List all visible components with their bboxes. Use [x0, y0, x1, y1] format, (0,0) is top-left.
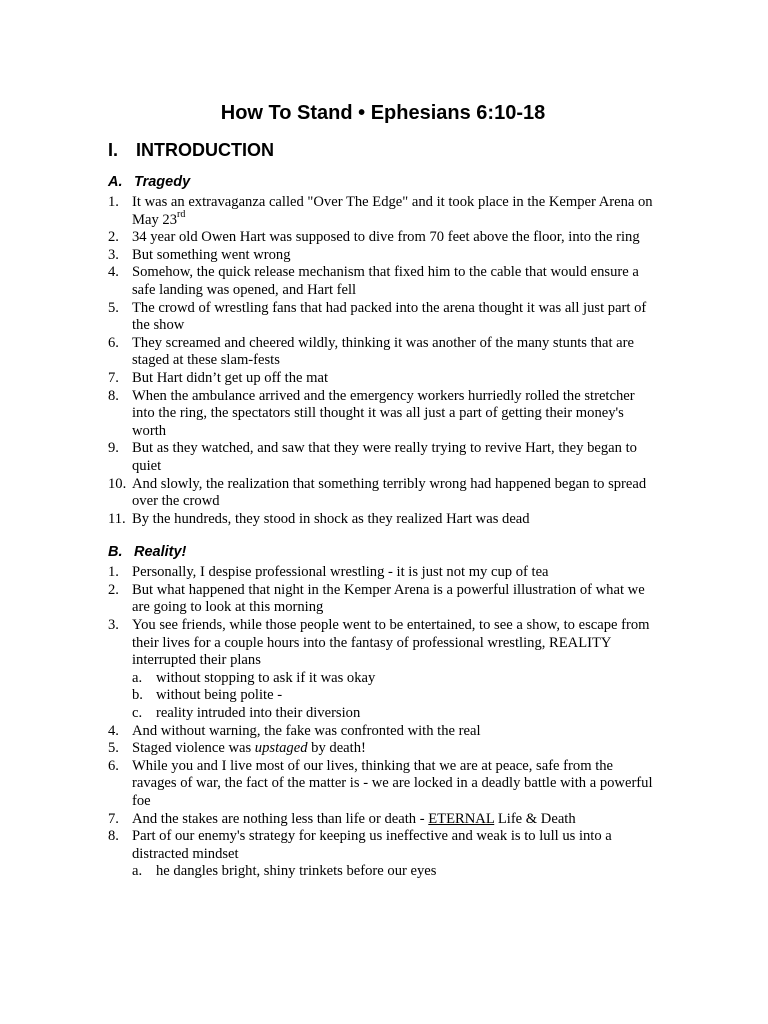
subheading-tragedy [108, 172, 658, 192]
sub-list [132, 863, 658, 881]
list-item [108, 564, 658, 582]
item-number: 1. [108, 564, 119, 581]
item-number: 1. [108, 194, 119, 210]
list-item [108, 723, 658, 741]
sub-list [132, 670, 658, 723]
list-item [108, 811, 658, 829]
item-text-after: by death! [307, 740, 366, 757]
list-item [108, 476, 658, 511]
item-text: 34 year old Owen Hart was supposed to dive from 70 feet above the floor, into the ring [132, 229, 640, 246]
item-text: And without warning, the fake was confronted with the real [132, 722, 481, 739]
item-text: But something went wrong [132, 246, 291, 263]
underlined-word: ETERNAL [428, 810, 495, 827]
document-title: How To Stand • Ephesians 6:10-18 [220, 102, 546, 124]
item-number: 7. [108, 810, 119, 827]
item-number: 9. [108, 440, 119, 457]
sub-list-item [132, 670, 658, 688]
item-number: 8. [108, 828, 119, 845]
section-heading-introduction [108, 138, 658, 162]
sub-list-item [132, 705, 658, 723]
item-number: 11. [108, 510, 126, 527]
section-label: INTRODUCTION [136, 140, 274, 160]
tragedy-list [108, 194, 658, 528]
item-text [132, 811, 658, 829]
sub-item-text: he dangles bright, shiny trinkets before our eyes [156, 863, 437, 880]
list-item [108, 300, 658, 335]
list-item [108, 740, 658, 758]
sub-list-item [132, 687, 658, 705]
item-text [132, 740, 658, 758]
list-item [108, 828, 658, 881]
sub-item-letter: b. [132, 687, 143, 704]
subheading-label: Tragedy [134, 174, 191, 190]
item-number: 3. [108, 246, 119, 263]
item-text: And slowly, the realization that something terribly wrong had happened began to spread over the crowd [132, 475, 647, 510]
list-item [108, 247, 658, 265]
item-text-after: Life & Death [494, 810, 576, 827]
sub-list-item [132, 863, 658, 881]
list-item [108, 335, 658, 370]
item-number: 5. [108, 299, 119, 316]
section-number: I. [108, 140, 119, 160]
item-number: 4. [108, 722, 119, 739]
item-number: 4. [108, 264, 119, 281]
item-text: But as they watched, and saw that they were really trying to revive Hart, they began to quiet [132, 440, 637, 474]
item-text: Personally, I despise professional wrestling - it is just not my cup of tea [132, 564, 549, 581]
item-text: You see friends, while those people went to be entertained, to see a show, to escape from their lives for a couple hours into the fantasy of professional wrestling, REALITY interrupted their plans [132, 617, 650, 669]
item-body [132, 828, 658, 881]
item-number: 8. [108, 387, 119, 404]
subheading-reality [108, 542, 658, 562]
list-item [108, 758, 658, 811]
subheading-letter: A. [108, 174, 123, 190]
list-item [108, 388, 658, 441]
item-text [132, 194, 658, 229]
sub-item-letter: c. [132, 705, 143, 722]
sub-item-text: reality intruded into their diversion [156, 705, 361, 722]
sub-item-letter: a. [132, 669, 143, 686]
item-number: 6. [108, 757, 119, 774]
item-number: 10. [108, 475, 127, 492]
item-number: 7. [108, 369, 119, 386]
list-item [108, 617, 658, 723]
item-text-before: Staged violence was [132, 740, 255, 757]
sub-item-letter: a. [132, 863, 143, 880]
item-text: While you and I live most of our lives, thinking that we are at peace, safe from the ravages of war, the fact of the matter is - we are locked in a deadly battle with a powerful foe [132, 757, 653, 809]
list-item [108, 229, 658, 247]
item-number: 2. [108, 581, 119, 598]
list-item [108, 440, 658, 475]
emphasized-word: upstaged [254, 740, 308, 757]
list-item [108, 582, 658, 617]
item-text-main: It was an extravaganza called "Over The Edge" and it took place in the Kemper Arena on May 23 [132, 194, 653, 228]
subheading-label: Reality! [134, 544, 187, 561]
sub-item-text: without stopping to ask if it was okay [156, 669, 376, 686]
item-text: But what happened that night in the Kemper Arena is a powerful illustration of what we are going to look at this morning [132, 581, 645, 616]
list-item [108, 370, 658, 388]
item-body [132, 617, 658, 723]
list-item [108, 511, 658, 529]
item-number: 2. [108, 229, 119, 246]
sub-item-text: without being polite - [156, 687, 283, 704]
item-number: 3. [108, 617, 119, 634]
item-text-before: And the stakes are nothing less than life or death - [132, 810, 429, 827]
item-text: Somehow, the quick release mechanism that fixed him to the cable that would ensure a safe landing was opened, and Hart fell [132, 264, 639, 298]
item-text: By the hundreds, they stood in shock as they realized Hart was dead [132, 510, 530, 527]
item-text: Part of our enemy's strategy for keeping us ineffective and weak is to lull us into a distracted mindset [132, 828, 612, 862]
ordinal-suffix: rd [177, 208, 186, 220]
item-text: They screamed and cheered wildly, thinking it was another of the many stunts that are staged at these slam-fests [132, 334, 634, 369]
list-item [108, 264, 658, 299]
reality-list [108, 564, 658, 881]
item-number: 5. [108, 740, 119, 757]
list-item [108, 194, 658, 229]
item-text: The crowd of wrestling fans that had packed into the arena thought it was all just part of the show [132, 299, 647, 334]
subheading-letter: B. [108, 544, 123, 561]
item-text: But Hart didn’t get up off the mat [132, 369, 329, 386]
item-text: When the ambulance arrived and the emergency workers hurriedly rolled the stretcher into the ring, the spectators still thought it was all just a part of getting their money's worth [132, 387, 635, 439]
item-number: 6. [108, 334, 119, 351]
